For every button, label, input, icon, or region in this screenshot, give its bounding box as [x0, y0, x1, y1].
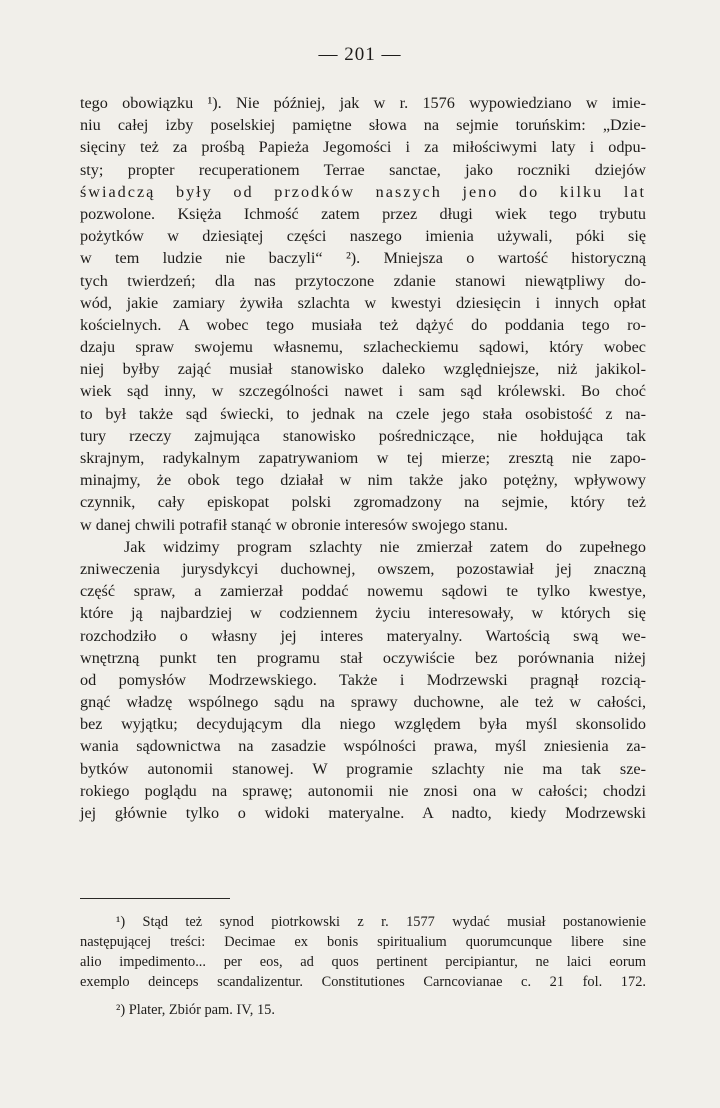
text-line: bez wyjątku; decydującym dla niego względem była myśl skonsolido	[80, 715, 646, 734]
text-line: pozwolone. Księża Ichmość zatem przez długi wiek tego trybutu	[80, 204, 646, 223]
text-line: które ją najbardziej w codziennem życiu interesowały, w których się	[80, 604, 646, 623]
footnotes	[80, 912, 646, 1020]
text-line: wiek sąd inny, w szczególności nawet i sam sąd królewski. Bo choć	[80, 382, 646, 401]
footnote-line: alio impedimento... per eos, ad quos pertinent percipiantur, ne laici eorum	[80, 954, 646, 970]
text-line: rozchodziło o własny jej interes materyalny. Wartością swą we-	[80, 626, 646, 645]
text-line: to był także sąd świecki, to jednak na czele jego stała osobistość z na-	[80, 404, 646, 423]
page-number: — 201 —	[318, 44, 402, 65]
text-line: pożytków w dziesiątej części naszego imienia używali, póki się	[80, 227, 646, 246]
text-line: część spraw, a zamierzał poddać nowemu sądowi te tylko kwestye,	[80, 582, 646, 601]
text-line: sty; propter recuperationem Terrae sanctae, jako roczniki dziejów	[80, 160, 646, 179]
text-line: zniweczenia jurysdykcyi duchownej, owszem, pozostawiał jej znaczną	[80, 559, 646, 578]
text-line: wód, jakie zamiary żywiła szlachta w kwestyi dziesięcin i innych opłat	[80, 293, 646, 312]
text-line: od pomysłów Modrzewskiego. Także i Modrzewski pragnął rozcią-	[80, 670, 646, 689]
text-line: gnąć władzę wspólnego sądu na sprawy duchowne, ale też w całości,	[80, 693, 646, 712]
text-line: Jak widzimy program szlachty nie zmierzał zatem do zupełnego	[124, 537, 646, 556]
text-line: minajmy, że obok tego działał w nim także jako potężny, wpływowy	[80, 471, 646, 490]
text-line: świadczą były od przodków naszych jeno do kilku lat	[80, 182, 646, 201]
text-line: tego obowiązku ¹). Nie później, jak w r. 1576 wypowiedziano w imie-	[80, 94, 646, 112]
footnote-line: exemplo deinceps scandalizentur. Constitutiones Carncovianae c. 21 fol. 172.	[80, 974, 646, 990]
text-line: jej głównie tylko o widoki materyalne. A nadto, kiedy Modrzewski	[80, 804, 646, 822]
text-line: niej byłby zająć musiał stanowisko daleko względniejsze, niż jakikol-	[80, 360, 646, 379]
text-line: wnętrzną punkt ten programu stał oczywiście bez porównania niżej	[80, 648, 646, 667]
text-line: kościelnych. A wobec tego musiała też dążyć do poddania tego ro-	[80, 315, 646, 334]
text-line: dzaju spraw swojemu własnemu, szlacheckiemu sądowi, który wobec	[80, 338, 646, 357]
text-line: tury rzeczy zajmująca stanowisko pośredniczące, nie hołdująca tak	[80, 426, 646, 445]
text-line: bytków autonomii stanowej. W programie szlachty nie ma tak sze-	[80, 759, 646, 778]
text-line: rokiego poglądu na sprawę; autonomii nie znosi ona w całości; chodzi	[80, 781, 646, 800]
text-line: tych twierdzeń; dla nas przytoczone zdanie stanowi niewątpliwy do-	[80, 271, 646, 290]
text-line: sięciny też za prośbą Papieża Jegomości i za miłościwymi laty i odpu-	[80, 138, 646, 157]
footnote-line: ²) Plater, Zbiór pam. IV, 15.	[116, 1002, 275, 1018]
text-line: czynnik, cały episkopat polski zgromadzony na sejmie, który też	[80, 493, 646, 512]
main-text	[80, 92, 646, 824]
footnote-line: ¹) Stąd też synod piotrkowski z r. 1577 wydać musiał postanowienie	[116, 914, 646, 930]
text-line: wania sądownictwa na zasadzie wspólności prawa, myśl zniesienia za-	[80, 737, 646, 756]
text-line: niu całej izby poselskiej pamiętne słowa na sejmie toruńskim: „Dzie-	[80, 116, 646, 135]
text-line: w tem ludzie nie baczyli“ ²). Mniejsza o wartość historyczną	[80, 249, 646, 268]
text-line: skrajnym, radykalnym zapatrywaniom w tej mierze; zresztą nie zapo-	[80, 449, 646, 467]
text-line: w danej chwili potrafił stanąć w obronie interesów swojego stanu.	[80, 515, 508, 534]
footnote-divider	[80, 898, 230, 899]
footnote-line: następującej treści: Decimae ex bonis spiritualium quorumcunque libere sine	[80, 934, 646, 950]
